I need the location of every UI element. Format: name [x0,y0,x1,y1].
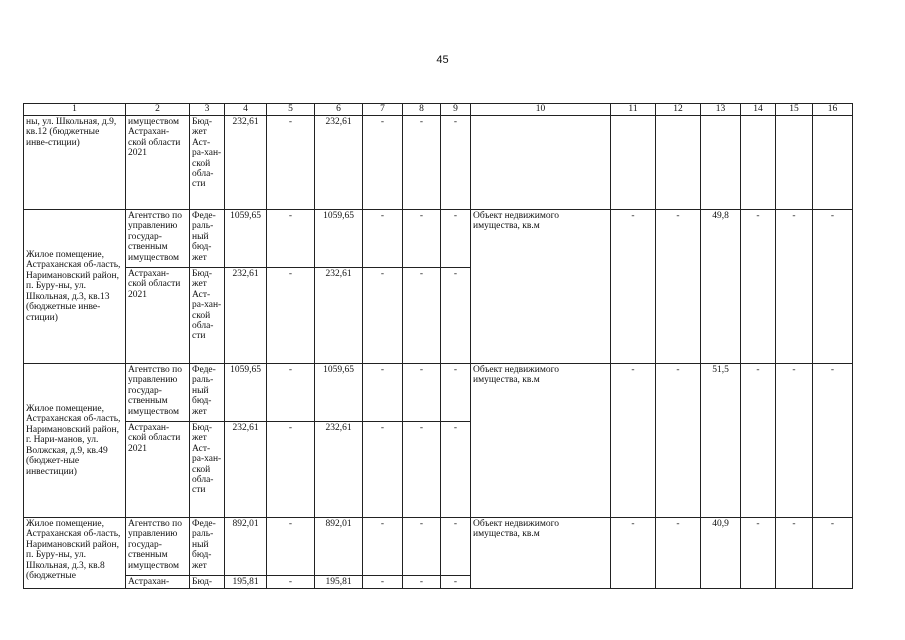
value-cell: - [611,364,656,518]
value-cell [701,116,741,210]
value-cell: 51,5 [701,364,741,518]
value-cell: 232,61 [315,268,363,364]
value-cell [776,116,813,210]
value-cell: - [741,364,776,518]
budget-table [23,103,853,589]
column-number: 16 [813,104,853,116]
value-cell: - [403,210,441,268]
budget-cell: Бюд-жет Аст-ра-хан-ской обла-сти [190,422,225,518]
value-cell: - [363,210,403,268]
value-cell: - [441,422,471,518]
column-number: 3 [190,104,225,116]
value-cell: 892,01 [225,518,267,576]
value-cell: - [363,364,403,422]
value-cell: - [813,364,853,518]
value-cell: - [363,576,403,589]
page-number: 45 [436,54,449,66]
column-number: 11 [611,104,656,116]
value-cell: - [267,116,315,210]
value-cell: 232,61 [225,116,267,210]
value-cell: 49,8 [701,210,741,364]
value-cell: - [441,364,471,422]
value-cell: 1059,65 [315,210,363,268]
object-cell: Жилое помещение, Астраханская об-ласть, Наримановский район, п. Буру-ны, ул. Школьная, д.3, кв.13 (бюджетные инве-стиции) [24,210,126,364]
owner-cell: Астрахан-ской области 2021 [126,268,190,364]
budget-cell: Феде-раль-ный бюд-жет [190,210,225,268]
value-cell: - [441,116,471,210]
value-cell [813,116,853,210]
value-cell: - [656,210,701,364]
owner-cell: Агентство по управлению государ-ственным имуществом [126,518,190,576]
column-number: 8 [403,104,441,116]
owner-cell: Астрахан- [126,576,190,589]
value-cell: 195,81 [315,576,363,589]
column-number: 2 [126,104,190,116]
table-row [24,116,853,210]
value-cell: 232,61 [225,422,267,518]
column-number: 9 [441,104,471,116]
value-cell: 232,61 [315,116,363,210]
value-cell: - [611,210,656,364]
owner-cell: имуществом Астрахан-ской области 2021 [126,116,190,210]
value-cell: - [741,518,776,589]
value-cell: 1059,65 [315,364,363,422]
column-number: 7 [363,104,403,116]
value-cell [611,116,656,210]
value-cell: - [776,518,813,589]
value-cell: 232,61 [315,422,363,518]
value-cell: 232,61 [225,268,267,364]
owner-cell: Агентство по управлению государ-ственным имуществом [126,210,190,268]
value-cell: - [776,210,813,364]
value-cell: - [441,210,471,268]
indicator-cell [471,116,611,210]
value-cell: - [776,364,813,518]
value-cell: - [741,210,776,364]
value-cell: 892,01 [315,518,363,576]
value-cell: - [403,576,441,589]
column-number: 1 [24,104,126,116]
value-cell: - [441,518,471,576]
column-number: 4 [225,104,267,116]
column-number: 12 [656,104,701,116]
value-cell: - [363,268,403,364]
value-cell: - [267,518,315,576]
budget-cell: Феде-раль-ный бюд-жет [190,364,225,422]
value-cell: - [267,364,315,422]
value-cell: - [813,210,853,364]
object-cell: Жилое помещение, Астраханская об-ласть, Наримановский район, п. Буру-ны, ул. Школьная, д.3, кв.8 (бюджетные [24,518,126,589]
value-cell: - [267,210,315,268]
value-cell: - [403,364,441,422]
value-cell: - [441,576,471,589]
column-number: 6 [315,104,363,116]
owner-cell: Астрахан-ской области 2021 [126,422,190,518]
budget-cell: Бюд-жет Аст-ра-хан-ской обла-сти [190,268,225,364]
value-cell: - [267,422,315,518]
column-number: 14 [741,104,776,116]
indicator-cell: Объект недвижимого имущества, кв.м [471,210,611,364]
value-cell: - [267,576,315,589]
column-number-row [24,104,853,116]
indicator-cell: Объект недвижимого имущества, кв.м [471,364,611,518]
value-cell: 40,9 [701,518,741,589]
value-cell: 1059,65 [225,364,267,422]
column-number: 10 [471,104,611,116]
value-cell: - [363,518,403,576]
indicator-cell: Объект недвижимого имущества, кв.м [471,518,611,589]
value-cell: - [363,116,403,210]
owner-cell: Агентство по управлению государ-ственным имуществом [126,364,190,422]
value-cell: - [363,422,403,518]
budget-cell: Бюд- [190,576,225,589]
object-cell: Жилое помещение, Астраханская об-ласть, Наримановский район, г. Нари-манов, ул. Волжская, д.9, кв.49 (бюджет-ные инвестиции) [24,364,126,518]
value-cell: - [403,518,441,576]
table-row [24,210,853,268]
value-cell: - [656,518,701,589]
value-cell: - [403,116,441,210]
value-cell: - [813,518,853,589]
value-cell: - [656,364,701,518]
table-row [24,364,853,422]
column-number: 5 [267,104,315,116]
column-number: 15 [776,104,813,116]
budget-cell: Феде-раль-ный бюд-жет [190,518,225,576]
value-cell: - [403,422,441,518]
value-cell: - [611,518,656,589]
value-cell: 195,81 [225,576,267,589]
value-cell [656,116,701,210]
table-row [24,518,853,576]
value-cell: - [267,268,315,364]
value-cell: - [403,268,441,364]
value-cell: 1059,65 [225,210,267,268]
object-cell: ны, ул. Школьная, д.9, кв.12 (бюджетные инве-стиции) [24,116,126,210]
value-cell: - [441,268,471,364]
value-cell [741,116,776,210]
budget-cell: Бюд-жет Аст-ра-хан-ской обла-сти [190,116,225,210]
column-number: 13 [701,104,741,116]
